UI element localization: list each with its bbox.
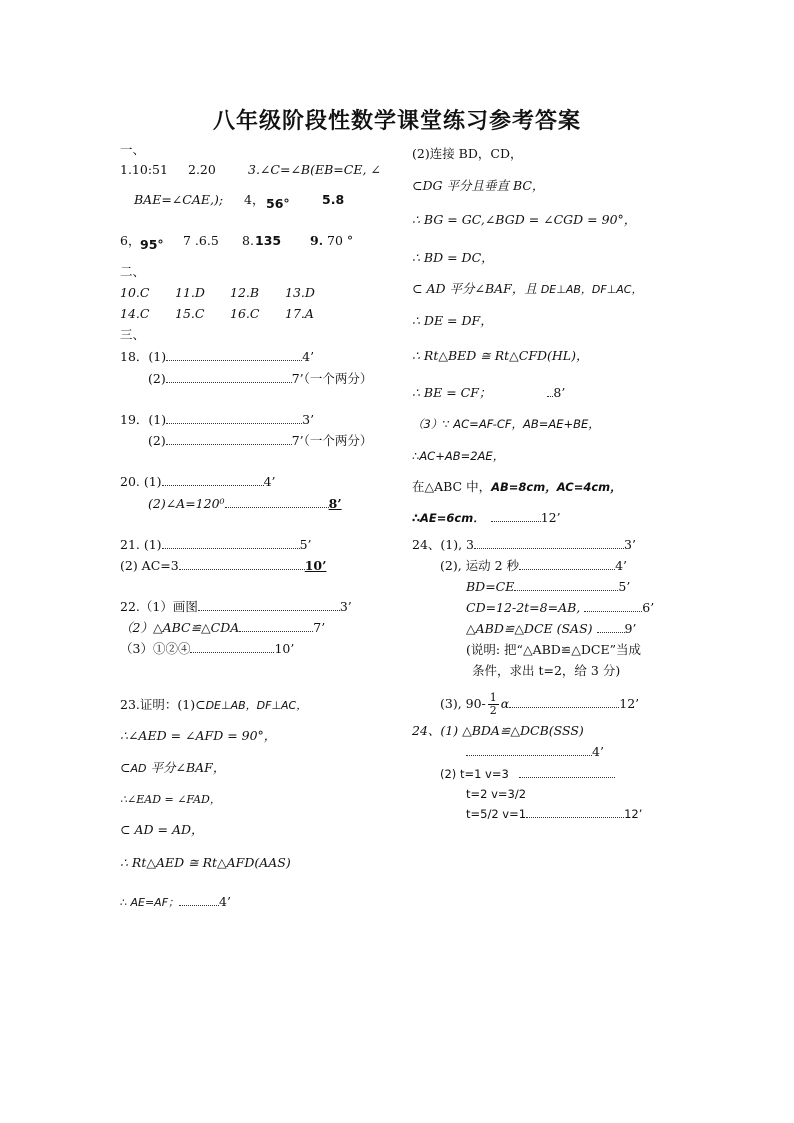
q18-part2 [148,371,372,387]
fraction-numerator: 1 [489,691,497,704]
q23-line5: AD = AD， [134,822,204,837]
q24-part1-score: 3’ [624,537,636,552]
leader-dots [225,497,329,508]
q21-part1 [120,537,312,553]
q19-part1 [120,412,314,428]
q24-part2-line2 [466,579,630,595]
mc-answer-16: 16.C [230,306,260,321]
q19-part2 [148,433,372,449]
q23-line2: ∴∠AED = ∠AFD = 90°， [120,728,277,743]
q23-r-line12 [412,510,561,526]
q23-line3-ad: AD [130,762,147,775]
mc-answer-12: 12.B [230,285,260,300]
answer-4-value: 56° [266,196,290,211]
q21-part1-label: 21. (1) [120,537,162,552]
q24-part2-score: 4’ [615,558,627,573]
q24-cd-ab-score: 6’ [642,600,655,615]
leader-dots [166,413,302,424]
q20-part1-label: 20. (1) [120,474,162,489]
answer-1: 1.10:51 [120,162,168,177]
q24-congruent-score: 9’ [624,621,637,636]
because-icon: ⊂ [120,822,131,837]
q24-part1 [412,537,636,553]
answer-9-label: 9. [310,233,324,248]
q21-part1-score: 5’ [299,537,312,552]
answer-3: 3.∠C=∠B(EB=CE, ∠ [248,162,381,177]
q24-part3 [440,692,639,717]
q23-r-line5b: DE⊥AB，DF⊥AC， [540,283,643,296]
answer-3-cont: BAE=∠CAE,); [134,192,224,207]
q22-part1-score: 3’ [339,599,352,614]
q24-bd-ce: BD=CE [466,579,515,594]
q21-part2-label: (2) AC=3 [120,558,179,573]
q23-line4: ∴∠EAD = ∠FAD， [120,793,221,806]
answer-5: 5.8 [322,192,345,207]
q24b-t3: t=5/2 v=1 [466,807,527,821]
q22-part2 [120,620,325,636]
q24-congruent: △ABD≌△DCE (SAS) [466,621,593,636]
because-icon: ⊂ [195,697,206,712]
mc-answer-15: 15.C [175,306,205,321]
q23-line1-label: 23.证明：(1) [120,697,196,712]
q24b-t2: t=2 v=3/2 [466,787,527,801]
q23-r-line2: DG 平分且垂直 BC， [422,178,545,193]
leader-dots [466,745,592,756]
q24b-part2-line3 [466,806,642,822]
q23-r-line9: （3）∵ AC=AF-CF，AB=AE+BE， [412,417,600,431]
q24-note-line1: (说明: 把“△ABD≌△DCE”当成 [466,642,641,657]
q24-part3-label: (3), 90- [440,696,486,711]
q23-line7-score: 4’ [219,894,231,909]
leader-dots [514,580,618,591]
q18-part1 [120,349,314,365]
q22-part3-score: 10’ [274,641,295,656]
because-icon: ⊂ [120,760,131,775]
q24b-part1: 24、(1) △BDA≌△DCB(SSS) [412,723,584,738]
q23-r-line8-text: ∴ BE = CF； [412,385,492,400]
leader-dots [179,895,219,906]
q23-r-line7: ∴ Rt△BED ≅ Rt△CFD(HL)， [412,348,589,363]
q23-r-line11a: 在△ABC 中， [412,479,492,494]
q23-r-line6: ∴ DE = DF， [412,313,493,328]
fraction-denominator: 2 [489,704,497,717]
q24b-part2-line1 [440,766,615,782]
page-title: 八年级阶段性数学课堂练习参考答案 [212,109,581,134]
q24b-part1-line2 [466,744,604,760]
q24-part2 [440,558,627,574]
q23-r-line1: (2)连接 BD，CD， [412,146,523,161]
leader-dots [584,601,642,612]
q23-r-line12-text: ∴AE=6cm． [412,511,485,525]
leader-dots [597,622,625,633]
mc-answer-10: 10.C [120,285,150,300]
section-two-heading: 二、 [120,264,146,279]
answer-9-value: 70 ° [327,233,354,248]
q24-cd-ab: CD=12-2t=8=AB, [466,600,581,615]
answer-4-label: 4， [244,192,265,207]
q23-r-line11b: AB=8cm，AC=4cm， [491,480,622,494]
q23-line7 [120,894,231,911]
q23-line1 [120,697,307,714]
section-one-heading: 一、 [120,142,146,157]
answer-7: 7 .6.5 [183,233,219,248]
q19-part2-score: 7’（一个两分） [291,433,373,448]
mc-answer-14: 14.C [120,306,150,321]
because-icon: ⊂ [412,178,423,193]
leader-dots [162,538,300,549]
q20-part1-score: 4’ [263,474,276,489]
q20-part2-score: 8’ [328,496,342,511]
q22-part1-label: 22.（1）画图 [120,599,198,614]
q22-part1 [120,599,352,615]
q24-part2-line3 [466,600,654,616]
q23-line3 [120,760,225,777]
leader-dots [162,475,264,486]
q24-part2-line4 [466,621,636,637]
because-icon: ⊂ [412,281,423,296]
q20-part2 [148,496,342,512]
q19-part2-label: (2) [148,433,166,448]
q20-part2-label: (2)∠A=120⁰ [148,496,225,511]
leader-dots [198,600,340,611]
q23-line3-text: 平分∠BAF， [150,760,226,775]
q20-part1 [120,474,276,490]
q23-r-line10: ∴AC+AB=2AE， [412,449,505,463]
q18-part2-score: 7’（一个两分） [291,371,373,386]
leader-dots [474,538,624,549]
q18-part2-label: (2) [148,371,166,386]
q22-part3-label: （3）①②④ [120,641,191,656]
q24-part2-label: (2), 运动 2 秒 [440,558,520,573]
answer-6-label: 6， [120,233,141,248]
leader-dots [526,807,624,818]
leader-dots [519,559,615,570]
q24-bd-ce-score: 5’ [618,579,631,594]
leader-dots [179,559,305,570]
answer-8-label: 8. [242,233,254,248]
q24-part3-score: 12’ [619,696,640,711]
q23-line6: ∴ Rt△AED ≅ Rt△AFD(AAS) [120,855,291,870]
mc-answer-13: 13.D [285,285,315,300]
leader-dots [239,621,313,632]
mc-answer-17: 17.A [285,306,314,321]
leader-dots [166,372,292,383]
q23-r-line8-score: 8’ [553,385,566,400]
leader-dots [190,642,274,653]
leader-dots [166,350,302,361]
q23-line7-text: ∴ AE=AF； [120,896,180,909]
q23-line1-text: DE⊥AB，DF⊥AC， [205,699,308,712]
q23-r-line12-score: 12’ [540,510,561,525]
q19-part1-label: 19．(1) [120,412,167,427]
q24-alpha: α [500,696,510,711]
answer-8-value: 135 [255,233,282,248]
q22-part2-score: 7’ [313,620,326,635]
q24b-part1-score: 4’ [592,744,604,759]
q24-part1-label: 24、(1), 3 [412,537,475,552]
section-three-heading: 三、 [120,327,146,342]
q23-r-line3: ∴ BG = GC,∠BGD = ∠CGD = 90°， [412,212,637,227]
answer-2: 2.20 [188,162,216,177]
q24b-t1: (2) t=1 v=3 [440,767,509,781]
leader-dots [166,434,292,445]
leader-dots [491,511,541,522]
leader-dots [509,697,619,708]
fraction-one-half [488,692,499,717]
q18-part1-label: 18．(1) [120,349,167,364]
q22-part2-label: （2）△ABC≌△CDA [120,620,240,635]
q22-part3 [120,641,294,657]
q24-note-line2: 条件，求出 t=2，给 3 分) [472,663,621,678]
q24b-part2-score: 12’ [624,807,643,821]
answer-6-value: 95° [140,237,164,252]
q23-r-line8 [412,385,565,401]
leader-dots [519,767,615,778]
q21-part2 [120,558,326,574]
q21-part2-score: 10’ [304,558,327,573]
q19-part1-score: 3’ [302,412,315,427]
mc-answer-11: 11.D [175,285,205,300]
q23-r-line4: ∴ BD = DC， [412,250,494,265]
q18-part1-score: 4’ [302,349,315,364]
q23-r-line5a: AD 平分∠BAF，且 [426,281,541,296]
